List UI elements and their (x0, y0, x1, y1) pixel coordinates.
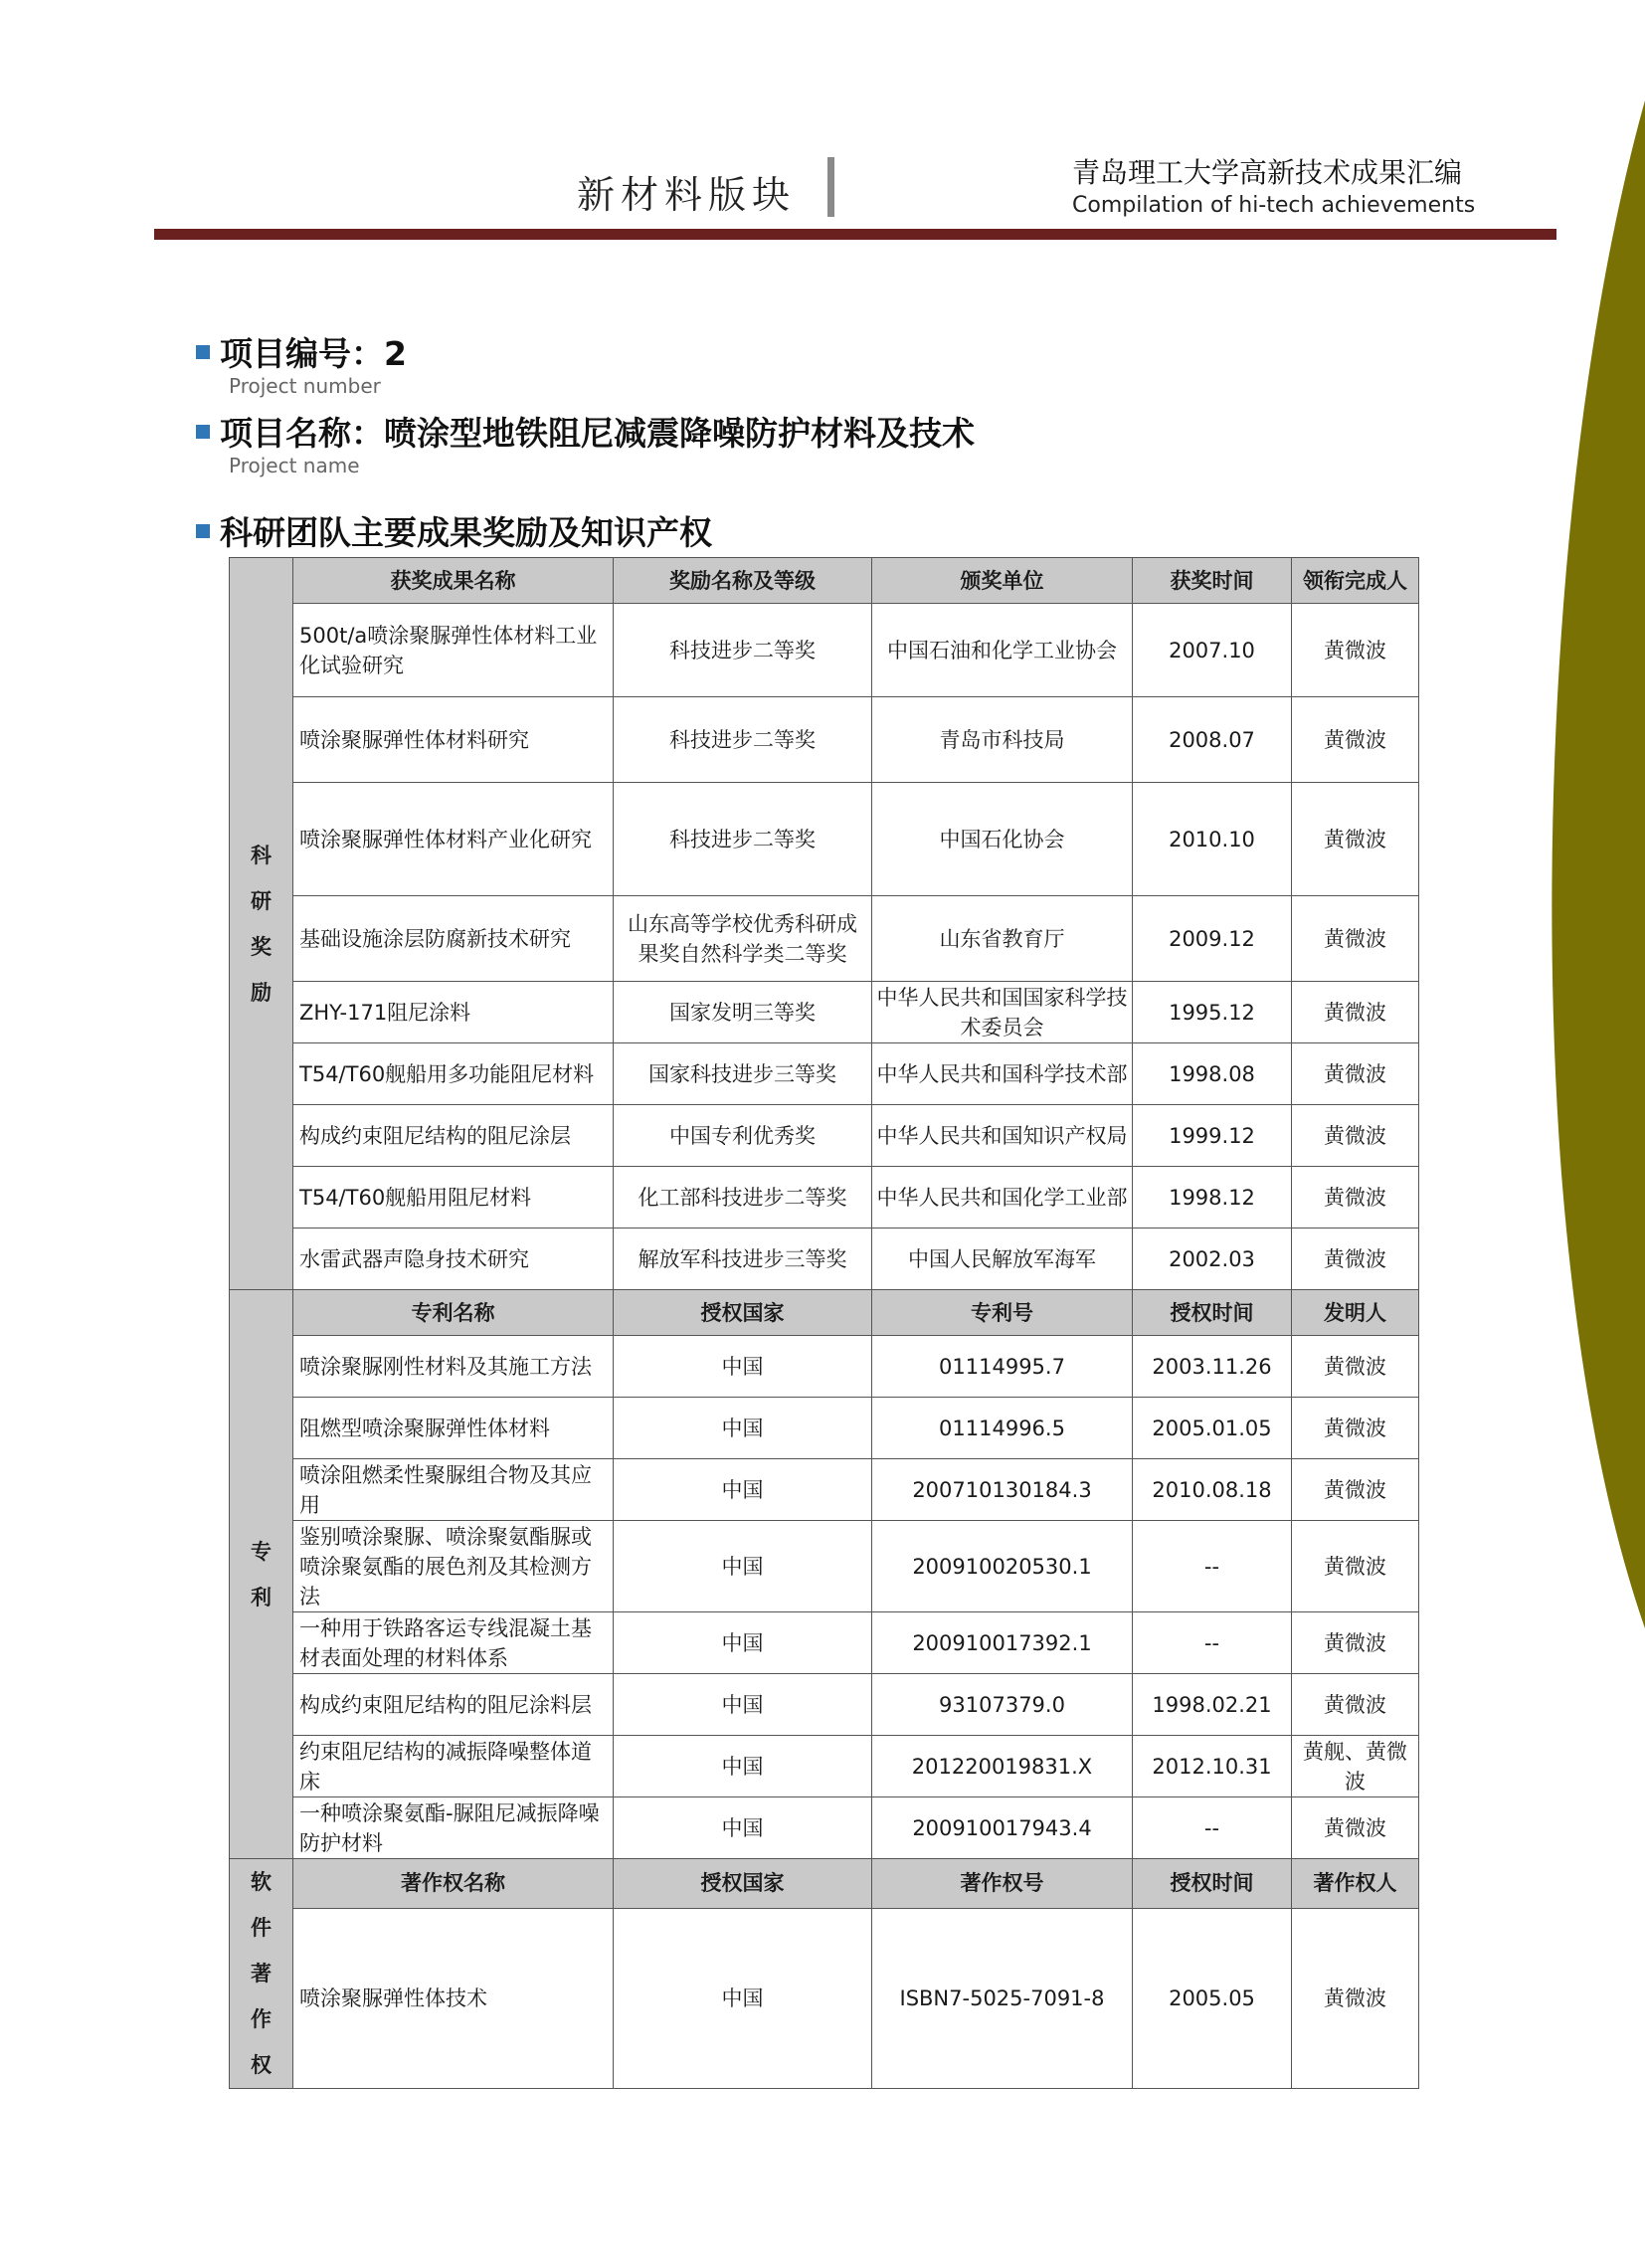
table-cell: 中国 (614, 1797, 872, 1859)
column-header: 授权时间 (1133, 1290, 1292, 1336)
table-cell: 喷涂聚脲弹性体材料研究 (293, 697, 614, 783)
table-cell: 1999.12 (1133, 1105, 1292, 1167)
header-rule (154, 229, 1556, 240)
table-cell: 黄微波 (1292, 604, 1419, 697)
decorative-leaf-shape (1532, 0, 1645, 2268)
software-header-row (230, 1859, 1419, 1909)
table-cell: 喷涂聚脲刚性材料及其施工方法 (293, 1336, 614, 1398)
table-cell: 1998.12 (1133, 1167, 1292, 1228)
table-cell: 黄微波 (1292, 982, 1419, 1043)
table-cell: 黄微波 (1292, 697, 1419, 783)
table-cell: 200910020530.1 (872, 1521, 1133, 1612)
table-cell: T54/T60舰船用多功能阻尼材料 (293, 1043, 614, 1105)
table-cell: 中华人民共和国知识产权局 (872, 1105, 1133, 1167)
table-cell: 喷涂阻燃柔性聚脲组合物及其应用 (293, 1459, 614, 1521)
table-cell: 阻燃型喷涂聚脲弹性体材料 (293, 1398, 614, 1459)
table-row (230, 1398, 1419, 1459)
awards-header-row (230, 558, 1419, 604)
table-cell: 水雷武器声隐身技术研究 (293, 1228, 614, 1290)
column-header: 奖励名称及等级 (614, 558, 872, 604)
table-cell: 黄微波 (1292, 1908, 1419, 2088)
table-cell: 基础设施涂层防腐新技术研究 (293, 896, 614, 982)
table-cell: 黄微波 (1292, 1043, 1419, 1105)
table-row (230, 982, 1419, 1043)
table-cell: 黄微波 (1292, 1228, 1419, 1290)
table-cell: 2012.10.31 (1133, 1736, 1292, 1797)
table-cell: 山东省教育厅 (872, 896, 1133, 982)
table-cell: 200910017943.4 (872, 1797, 1133, 1859)
table-cell: 黄微波 (1292, 1167, 1419, 1228)
side-label-char: 专 (251, 1539, 272, 1564)
table-cell: 化工部科技进步二等奖 (614, 1167, 872, 1228)
patents-side-label (230, 1290, 293, 1859)
achievements-table (229, 557, 1419, 2089)
table-row (230, 1674, 1419, 1736)
column-header: 著作权名称 (293, 1859, 614, 1909)
table-cell: -- (1133, 1797, 1292, 1859)
column-header: 著作权人 (1292, 1859, 1419, 1909)
table-cell: 黄微波 (1292, 1105, 1419, 1167)
side-label-char: 利 (251, 1585, 272, 1609)
table-cell: 中国 (614, 1398, 872, 1459)
project-name-subtitle: Project name (229, 454, 360, 477)
table-cell: 黄微波 (1292, 896, 1419, 982)
table-cell: 中国 (614, 1736, 872, 1797)
table-cell: 201220019831.X (872, 1736, 1133, 1797)
table-cell: 2005.01.05 (1133, 1398, 1292, 1459)
awards-side-label (230, 558, 293, 1290)
table-cell: 国家发明三等奖 (614, 982, 872, 1043)
side-label-char: 研 (251, 888, 272, 913)
table-cell: 中国 (614, 1336, 872, 1398)
side-label-char: 科 (251, 843, 272, 867)
section-title: 新材料版块 (577, 173, 797, 217)
table-cell: 中华人民共和国化学工业部 (872, 1167, 1133, 1228)
table-cell: 200910017392.1 (872, 1612, 1133, 1674)
table-cell: 黄微波 (1292, 1674, 1419, 1736)
column-header: 发明人 (1292, 1290, 1419, 1336)
publication-title-cn: 青岛理工大学高新技术成果汇编 (1072, 156, 1463, 189)
table-cell: 中国 (614, 1459, 872, 1521)
table-cell: 喷涂聚脲弹性体技术 (293, 1908, 614, 2088)
patents-header-row (230, 1290, 1419, 1336)
bullet-square-icon (196, 524, 210, 538)
project-number-label: 项目编号： (220, 334, 384, 373)
table-cell: ISBN7-5025-7091-8 (872, 1908, 1133, 2088)
table-row (230, 1336, 1419, 1398)
table-cell: 科技进步二等奖 (614, 604, 872, 697)
column-header: 专利号 (872, 1290, 1133, 1336)
table-cell: 中国石油和化学工业协会 (872, 604, 1133, 697)
table-row (230, 783, 1419, 896)
table-cell: -- (1133, 1612, 1292, 1674)
project-name-block (196, 408, 975, 477)
column-header: 授权国家 (614, 1859, 872, 1909)
table-cell: 黄微波 (1292, 1459, 1419, 1521)
table-cell: 一种喷涂聚氨酯-脲阻尼减振降噪防护材料 (293, 1797, 614, 1859)
software-side-label (230, 1859, 293, 2089)
table-row (230, 697, 1419, 783)
table-cell: 中国 (614, 1521, 872, 1612)
column-header: 授权国家 (614, 1290, 872, 1336)
project-number-value: 2 (384, 334, 407, 373)
table-cell: 1998.02.21 (1133, 1674, 1292, 1736)
table-cell: 科技进步二等奖 (614, 697, 872, 783)
column-header: 专利名称 (293, 1290, 614, 1336)
side-label-char: 著 (251, 1962, 272, 1985)
table-cell: 约束阻尼结构的减振降噪整体道床 (293, 1736, 614, 1797)
table-cell: 科技进步二等奖 (614, 783, 872, 896)
table-cell: 2002.03 (1133, 1228, 1292, 1290)
project-number-block (196, 328, 407, 398)
table-row (230, 1043, 1419, 1105)
table-cell: 黄微波 (1292, 1612, 1419, 1674)
table-cell: 2003.11.26 (1133, 1336, 1292, 1398)
table-cell: 2009.12 (1133, 896, 1292, 982)
table-cell: ZHY-171阻尼涂料 (293, 982, 614, 1043)
table-cell: 中华人民共和国科学技术部 (872, 1043, 1133, 1105)
table-cell: T54/T60舰船用阻尼材料 (293, 1167, 614, 1228)
achievements-section-heading (196, 507, 712, 554)
header-divider-bar (827, 157, 834, 217)
table-cell: -- (1133, 1521, 1292, 1612)
table-cell: 山东高等学校优秀科研成果奖自然科学类二等奖 (614, 896, 872, 982)
table-row (230, 1797, 1419, 1859)
table-cell: 中华人民共和国国家科学技术委员会 (872, 982, 1133, 1043)
column-header: 获奖时间 (1133, 558, 1292, 604)
table-cell: 中国石化协会 (872, 783, 1133, 896)
table-row (230, 1736, 1419, 1797)
table-cell: 构成约束阻尼结构的阻尼涂层 (293, 1105, 614, 1167)
column-header: 著作权号 (872, 1859, 1133, 1909)
achievements-heading-text: 科研团队主要成果奖励及知识产权 (220, 513, 712, 552)
publication-title-en: Compilation of hi-tech achievements (1072, 193, 1476, 218)
table-cell: 01114996.5 (872, 1398, 1133, 1459)
table-cell: 2005.05 (1133, 1908, 1292, 2088)
table-cell: 1995.12 (1133, 982, 1292, 1043)
table-cell: 黄微波 (1292, 783, 1419, 896)
project-name-value: 喷涂型地铁阻尼减震降噪防护材料及技术 (384, 414, 975, 453)
leaf-fill (1552, 0, 1645, 1671)
table-cell: 黄舰、黄微波 (1292, 1736, 1419, 1797)
bullet-square-icon (196, 425, 210, 439)
table-cell: 500t/a喷涂聚脲弹性体材料工业化试验研究 (293, 604, 614, 697)
side-label-char: 件 (251, 1916, 272, 1940)
table-cell: 黄微波 (1292, 1797, 1419, 1859)
table-cell: 中国 (614, 1908, 872, 2088)
table-cell: 黄微波 (1292, 1336, 1419, 1398)
project-number-subtitle: Project number (229, 374, 381, 398)
table-row (230, 1908, 1419, 2088)
table-row (230, 1459, 1419, 1521)
table-cell: 中国专利优秀奖 (614, 1105, 872, 1167)
side-label-char: 作 (251, 2007, 272, 2031)
table-cell: 中国 (614, 1674, 872, 1736)
table-row (230, 1105, 1419, 1167)
table-cell: 1998.08 (1133, 1043, 1292, 1105)
column-header: 领衔完成人 (1292, 558, 1419, 604)
side-label-char: 励 (251, 980, 272, 1005)
table-cell: 2007.10 (1133, 604, 1292, 697)
table-row (230, 604, 1419, 697)
side-label-char: 权 (251, 2053, 272, 2077)
table-cell: 200710130184.3 (872, 1459, 1133, 1521)
table-row (230, 1167, 1419, 1228)
project-name-label: 项目名称： (220, 414, 384, 453)
column-header: 获奖成果名称 (293, 558, 614, 604)
table-row (230, 1228, 1419, 1290)
side-label-char: 软 (251, 1870, 272, 1894)
table-cell: 93107379.0 (872, 1674, 1133, 1736)
side-label-char: 奖 (251, 934, 272, 959)
table-cell: 中国 (614, 1612, 872, 1674)
table-cell: 构成约束阻尼结构的阻尼涂料层 (293, 1674, 614, 1736)
table-cell: 2010.10 (1133, 783, 1292, 896)
table-cell: 黄微波 (1292, 1521, 1419, 1612)
table-row (230, 1612, 1419, 1674)
table-cell: 01114995.7 (872, 1336, 1133, 1398)
table-cell: 青岛市科技局 (872, 697, 1133, 783)
table-cell: 喷涂聚脲弹性体材料产业化研究 (293, 783, 614, 896)
table-cell: 国家科技进步三等奖 (614, 1043, 872, 1105)
table-cell: 黄微波 (1292, 1398, 1419, 1459)
table-cell: 一种用于铁路客运专线混凝土基材表面处理的材料体系 (293, 1612, 614, 1674)
column-header: 颁奖单位 (872, 558, 1133, 604)
table-cell: 2008.07 (1133, 697, 1292, 783)
table-cell: 中国人民解放军海军 (872, 1228, 1133, 1290)
table-cell: 鉴别喷涂聚脲、喷涂聚氨酯脲或喷涂聚氨酯的展色剂及其检测方法 (293, 1521, 614, 1612)
table-cell: 解放军科技进步三等奖 (614, 1228, 872, 1290)
bullet-square-icon (196, 345, 210, 359)
table-row (230, 896, 1419, 982)
column-header: 授权时间 (1133, 1859, 1292, 1909)
table-cell: 2010.08.18 (1133, 1459, 1292, 1521)
table-row (230, 1521, 1419, 1612)
